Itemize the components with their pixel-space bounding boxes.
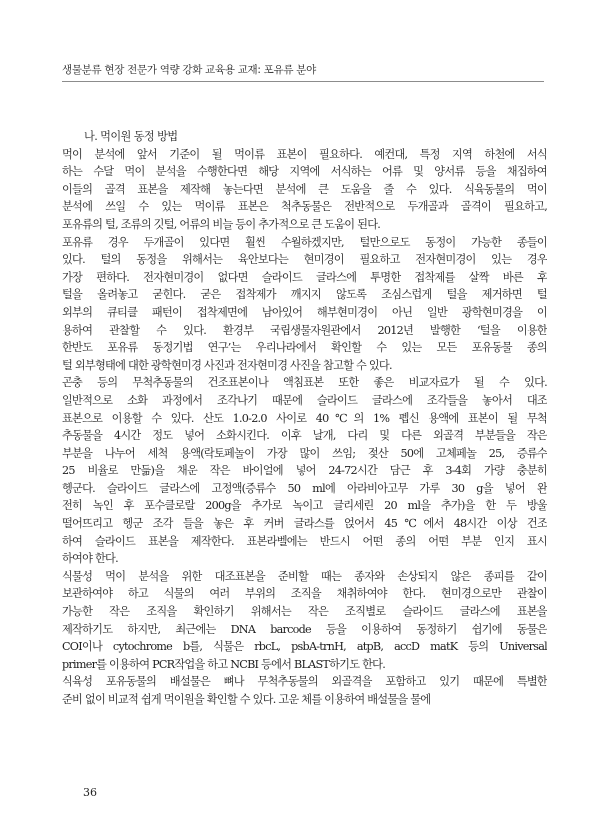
paragraph (62, 146, 547, 234)
text-line: primer를 이용하여 PCR작업을 하고 NCBI 등에서 BLAST하기도 한다. (62, 657, 385, 671)
text-line: 하여 슬라이드 표본을 제작한다. 표본라벨에는 반드시 어떤 종의 어떤 부분 인지 표시 (62, 534, 547, 548)
text-line: 털 외부형태에 대한 광학현미경 사진과 전자현미경 사진을 참고할 수 있다. (62, 358, 392, 372)
section-title: 나. 먹이원 동정 방법 (84, 130, 178, 143)
text-line: 포유류의 털, 조류의 깃털, 어류의 비늘 등이 추가적으로 큰 도움이 된다. (62, 217, 381, 231)
text-line: 일반적으로 소화 과정에서 조각나기 때문에 슬라이드 글라스에 조각들을 놓아서 대조 (62, 393, 547, 407)
text-line: 하여야 한다. (62, 552, 118, 566)
body-text (62, 128, 547, 709)
text-line: 이들의 골격 표본을 제작해 놓는다면 분석에 큰 도움을 줄 수 있다. 식육동물의 먹이 (62, 182, 547, 196)
text-line: 표본으로 이용할 수 있다. 산도 1.0-2.0 사이로 40℃의 1% 펩신 용액에 표본이 될 무척 (62, 411, 547, 425)
text-line: COI이나 cytochrome b를, 식물은 rbcL, psbA-trnH, atpB, accD matK 등의 Universal (62, 640, 547, 654)
page-number: 36 (83, 786, 97, 799)
text-line: 한반도 포유류 동정기법 연구’는 우리나라에서 확인할 수 있는 모든 포유동물 종의 (62, 341, 547, 355)
paragraph (62, 673, 547, 708)
text-line: 외부의 큐티클 패턴이 접착제면에 남아있어 해부현미경이 아닌 일반 광학현미경을 이 (62, 305, 547, 319)
text-line: 털을 올려놓고 굳힌다. 굳은 접착제가 깨지지 않도록 조심스럽게 털을 제거하면 털 (62, 288, 547, 302)
text-line: 25 비율로 만듦)을 채운 작은 바이얼에 넣어 24-72시간 담근 후 3-4회 가량 충분히 (62, 464, 547, 478)
paragraph (62, 568, 547, 674)
text-line: 가장 편하다. 전자현미경이 없다면 슬라이드 글라스에 투명한 접착제를 살짝 바른 후 (62, 270, 547, 284)
text-line: 포유류 경우 두개골이 있다면 훨씬 수월하겠지만, 털만으로도 동정이 가능한 종들이 (62, 235, 547, 249)
text-line: 떨어뜨리고 헹군 조각 들을 놓은 후 커버 글라스를 얹어서 45℃에서 48시간 이상 건조 (62, 517, 547, 531)
text-line: 있다. 털의 동정을 위해서는 육안보다는 현미경이 필요하고 전자현미경이 있는 경우 (62, 253, 547, 267)
text-line: 제작하기도 하지만, 최근에는 DNA barcode 등을 이용하여 동정하기 쉽기에 동물은 (62, 622, 547, 636)
text-line: 부분을 나누어 세척 용액(락토페놀이 가장 많이 쓰임; 젖산 50에 고체페놀 25, 증류수 (62, 446, 547, 460)
text-line: 식육성 포유동물의 배설물은 뼈나 무척추동물의 외골격을 포함하고 있기 때문에 특별한 (62, 675, 547, 689)
text-line: 하는 수달 먹이 분석을 수행한다면 해당 지역에 서식하는 어류 및 양서류 등을 채집하여 (62, 165, 547, 179)
running-header (62, 58, 544, 82)
paragraphs (62, 146, 547, 709)
text-line: 곤충 등의 무척추동물의 건조표본이나 액침표본 또한 좋은 비교자료가 될 수 있다. (62, 376, 547, 390)
text-line: 식물성 먹이 분석을 위한 대조표본을 준비할 때는 종자와 손상되지 않은 종피를 같이 (62, 569, 547, 583)
paragraph (62, 234, 547, 375)
text-line: 용하여 관찰할 수 있다. 환경부 국립생물자원관에서 2012년 발행한 ‘털을 이용한 (62, 323, 547, 337)
text-line: 헹군다. 슬라이드 글라스에 고정액(증류수 50 ml에 아라비아고무 가루 30 g을 넣어 완 (62, 481, 547, 495)
text-line: 분석에 쓰일 수 있는 먹이류 표본은 척추동물은 전반적으로 두개골과 골격이 필요하고, (62, 200, 547, 214)
text-line: 가능한 작은 조직을 확인하기 위해서는 작은 조직별로 슬라이드 글라스에 표본을 (62, 605, 547, 619)
header-title: 생물분류 현장 전문가 역량 강화 교육용 교재: 포유류 분야 (62, 64, 316, 76)
text-line: 준비 없이 비교적 쉽게 먹이원을 확인할 수 있다. 고운 체를 이용하여 배설물을 물에 (62, 693, 431, 706)
text-line: 보관하여야 하고 식물의 여러 부위의 조직을 채취하여야 한다. 현미경으로만 관찰이 (62, 587, 547, 601)
paragraph (62, 374, 547, 568)
text-line: 추동물을 4시간 정도 넣어 소화시킨다. 이후 날개, 다리 및 다른 외골격 부분들을 작은 (62, 429, 547, 443)
text-line: 먹이 분석에 앞서 기준이 될 먹이류 표본이 필요하다. 예컨대, 특정 지역 하천에 서식 (62, 147, 547, 161)
text-line: 전히 녹인 후 포수클로랄 200g을 추가로 녹이고 글리세린 20 ml을 추가)을 한 두 방울 (62, 499, 547, 513)
